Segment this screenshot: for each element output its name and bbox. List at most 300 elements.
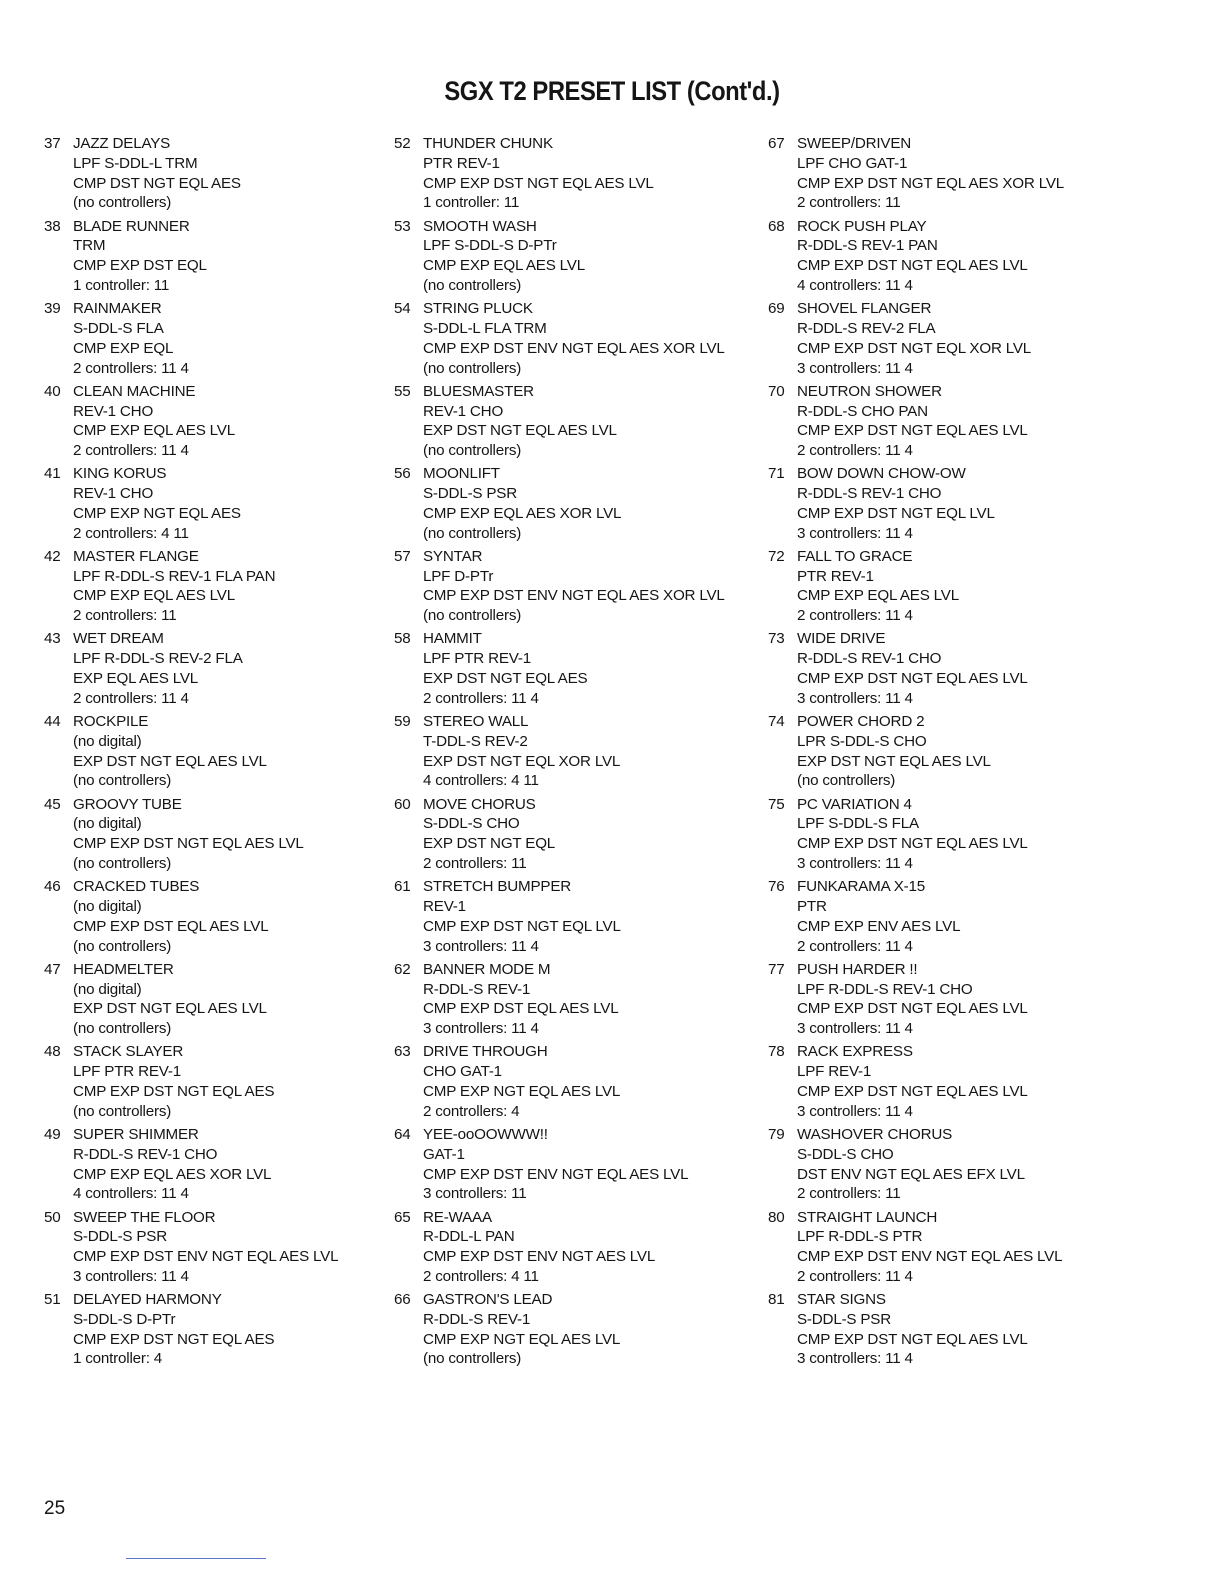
preset-detail-line: CMP EXP DST NGT EQL AES LVL <box>797 1330 1028 1348</box>
preset-detail-line: LPR S-DDL-S CHO <box>797 732 927 750</box>
preset-name: SHOVEL FLANGER <box>797 300 932 318</box>
preset-detail-line: 3 controllers: 11 4 <box>797 1350 913 1368</box>
preset-number: 52 <box>394 135 411 152</box>
preset-number: 71 <box>768 465 785 483</box>
preset-header <box>44 1290 384 1310</box>
preset-column-1 <box>44 134 384 1373</box>
preset-name: THUNDER CHUNK <box>423 135 553 152</box>
preset-detail-line: CMP EXP EQL AES XOR LVL <box>423 504 622 522</box>
preset-detail-line: 2 controllers: 11 4 <box>73 359 189 377</box>
preset-name: SUPER SHIMMER <box>73 1125 199 1143</box>
preset-number: 60 <box>394 795 411 813</box>
preset-detail-line: 2 controllers: 11 4 <box>797 607 913 625</box>
preset-detail-line: PTR REV-1 <box>797 567 874 585</box>
preset-name: GASTRON'S LEAD <box>423 1291 553 1309</box>
preset-entry <box>768 217 1108 296</box>
preset-detail-line: CMP EXP DST NGT EQL AES XOR LVL <box>797 174 1064 192</box>
preset-detail-line: CMP EXP DST ENV NGT AES LVL <box>423 1248 656 1266</box>
preset-detail-line: CMP EXP NGT EQL AES LVL <box>423 1082 621 1100</box>
preset-header <box>768 1042 1108 1062</box>
preset-detail-line: EXP DST NGT EQL AES LVL <box>73 1000 267 1018</box>
preset-detail-line: 2 controllers: 11 <box>423 855 527 873</box>
preset-detail-line: R-DDL-S REV-1 CHO <box>73 1145 218 1163</box>
preset-name: DELAYED HARMONY <box>73 1291 222 1309</box>
preset-detail-line: 2 controllers: 4 <box>423 1102 520 1120</box>
preset-header <box>394 1125 734 1145</box>
preset-number: 61 <box>394 878 411 896</box>
preset-detail-line: 4 controllers: 11 4 <box>797 276 913 294</box>
preset-detail-line: R-DDL-S REV-2 FLA <box>797 319 936 337</box>
preset-header <box>394 134 734 154</box>
preset-name: JAZZ DELAYS <box>73 135 171 152</box>
preset-header <box>394 877 734 897</box>
preset-detail-line: (no controllers) <box>73 1020 172 1038</box>
preset-entry <box>768 1208 1108 1287</box>
preset-entry <box>768 382 1108 461</box>
preset-number: 72 <box>768 547 785 565</box>
preset-detail-line: S-DDL-S CHO <box>423 815 520 833</box>
preset-detail-line: 2 controllers: 11 4 <box>797 442 913 460</box>
preset-name: BLUESMASTER <box>423 382 534 400</box>
preset-entry <box>394 795 734 874</box>
preset-detail-line: (no controllers) <box>423 1350 522 1368</box>
preset-detail-line: LPF S-DDL-L TRM <box>73 154 198 172</box>
preset-header <box>768 1125 1108 1145</box>
preset-detail-line: LPF R-DDL-S REV-1 FLA PAN <box>73 567 276 585</box>
preset-number: 38 <box>44 217 61 235</box>
preset-detail-line: LPF R-DDL-S REV-1 CHO <box>797 980 973 998</box>
preset-detail-line: 3 controllers: 11 4 <box>797 689 913 707</box>
preset-entry <box>768 547 1108 626</box>
preset-header <box>44 1208 384 1228</box>
preset-detail-line: CMP EXP EQL AES LVL <box>73 587 235 605</box>
preset-detail-line: LPF PTR REV-1 <box>73 1063 181 1081</box>
preset-name: MOVE CHORUS <box>423 795 536 813</box>
preset-header <box>768 1290 1108 1310</box>
preset-number: 40 <box>44 382 61 400</box>
preset-name: ROCKPILE <box>73 713 149 731</box>
preset-entry <box>44 1208 384 1287</box>
preset-name: HEADMELTER <box>73 960 174 978</box>
preset-header <box>44 382 384 402</box>
preset-name: SMOOTH WASH <box>423 217 537 235</box>
preset-entry <box>44 217 384 296</box>
preset-detail-line: EXP DST NGT EQL AES LVL <box>797 752 991 770</box>
preset-number: 51 <box>44 1291 61 1309</box>
preset-number: 37 <box>44 135 61 152</box>
preset-name: PUSH HARDER !! <box>797 960 918 978</box>
preset-number: 58 <box>394 630 411 648</box>
preset-detail-line: 1 controller: 4 <box>73 1350 163 1368</box>
preset-detail-line: EXP DST NGT EQL AES <box>423 670 588 688</box>
preset-name: HAMMIT <box>423 630 482 648</box>
preset-name: ROCK PUSH PLAY <box>797 217 927 235</box>
preset-entry <box>44 795 384 874</box>
preset-header <box>44 1125 384 1145</box>
preset-name: WIDE DRIVE <box>797 630 886 648</box>
preset-detail-line: 3 controllers: 11 4 <box>797 524 913 542</box>
preset-detail-line: PTR <box>797 898 827 915</box>
preset-number: 39 <box>44 300 61 318</box>
preset-detail-line: CMP EXP DST NGT EQL AES LVL <box>797 1082 1028 1100</box>
preset-name: POWER CHORD 2 <box>797 713 925 731</box>
preset-detail-line: (no controllers) <box>423 607 522 625</box>
preset-number: 66 <box>394 1291 411 1309</box>
preset-number: 59 <box>394 713 411 731</box>
preset-entry <box>394 1208 734 1287</box>
preset-name: STEREO WALL <box>423 713 529 731</box>
preset-entry <box>44 1125 384 1204</box>
preset-name: GROOVY TUBE <box>73 795 182 813</box>
preset-entry <box>44 134 384 213</box>
preset-entry <box>44 1042 384 1121</box>
preset-detail-line: (no controllers) <box>73 194 172 212</box>
preset-detail-line: R-DDL-S REV-1 <box>423 980 531 998</box>
preset-entry <box>394 464 734 543</box>
preset-number: 69 <box>768 300 785 318</box>
preset-header <box>768 217 1108 237</box>
preset-name: BANNER MODE M <box>423 960 551 978</box>
preset-entry <box>44 712 384 791</box>
preset-number: 65 <box>394 1208 411 1226</box>
preset-header <box>44 299 384 319</box>
preset-name: STACK SLAYER <box>73 1043 184 1061</box>
preset-header <box>44 217 384 237</box>
preset-entry <box>768 464 1108 543</box>
preset-entry <box>768 629 1108 708</box>
preset-detail-line: CMP EXP NGT EQL AES LVL <box>423 1330 621 1348</box>
preset-number: 76 <box>768 878 785 896</box>
preset-name: CLEAN MACHINE <box>73 382 196 400</box>
preset-detail-line: CMP EXP DST ENV NGT EQL AES LVL <box>797 1248 1063 1266</box>
preset-detail-line: 3 controllers: 11 4 <box>797 1102 913 1120</box>
preset-detail-line: EXP DST NGT EQL AES LVL <box>423 422 617 440</box>
preset-name: RACK EXPRESS <box>797 1043 913 1061</box>
preset-number: 56 <box>394 465 411 483</box>
preset-detail-line: 2 controllers: 11 4 <box>423 689 539 707</box>
preset-entry <box>44 299 384 378</box>
preset-header <box>768 795 1108 815</box>
preset-number: 63 <box>394 1043 411 1061</box>
preset-detail-line: R-DDL-S REV-1 <box>423 1310 531 1328</box>
preset-header <box>394 629 734 649</box>
preset-entry <box>394 547 734 626</box>
preset-detail-line: 2 controllers: 11 4 <box>73 442 189 460</box>
preset-detail-line: CMP EXP DST NGT EQL AES <box>73 1082 275 1100</box>
preset-entry <box>394 629 734 708</box>
preset-detail-line: (no digital) <box>73 980 142 998</box>
preset-detail-line: 1 controller: 11 <box>73 276 170 294</box>
preset-header <box>394 547 734 567</box>
preset-name: MOONLIFT <box>423 465 500 483</box>
preset-entry <box>768 1290 1108 1369</box>
preset-detail-line: 2 controllers: 11 <box>797 194 901 212</box>
preset-detail-line: LPF S-DDL-S FLA <box>797 815 919 833</box>
preset-detail-line: EXP DST NGT EQL <box>423 835 556 853</box>
preset-header <box>394 960 734 980</box>
preset-number: 75 <box>768 795 785 813</box>
preset-entry <box>394 217 734 296</box>
preset-name: SWEEP THE FLOOR <box>73 1208 216 1226</box>
preset-name: PC VARIATION 4 <box>797 795 912 813</box>
preset-number: 57 <box>394 547 411 565</box>
preset-detail-line: CMP EXP DST NGT EQL AES LVL <box>797 835 1028 853</box>
preset-detail-line: 1 controller: 11 <box>423 194 520 212</box>
preset-entry <box>44 960 384 1039</box>
preset-name: STRETCH BUMPPER <box>423 878 572 896</box>
preset-header <box>768 382 1108 402</box>
preset-header <box>768 1208 1108 1228</box>
preset-detail-line: CMP EXP DST EQL <box>73 257 207 275</box>
preset-header <box>768 547 1108 567</box>
preset-entry <box>768 960 1108 1039</box>
preset-detail-line: CMP EXP DST ENV NGT EQL AES LVL <box>73 1248 339 1266</box>
preset-detail-line: CMP EXP EQL <box>73 339 174 357</box>
preset-detail-line: CMP EXP NGT EQL AES <box>73 504 241 522</box>
preset-detail-line: 3 controllers: 11 4 <box>423 1020 539 1038</box>
page-title: SGX T2 PRESET LIST (Cont'd.) <box>444 76 780 106</box>
preset-number: 43 <box>44 630 61 648</box>
preset-detail-line: REV-1 CHO <box>423 402 504 420</box>
preset-entry <box>768 712 1108 791</box>
preset-detail-line: CMP EXP DST ENV NGT EQL AES XOR LVL <box>423 587 725 605</box>
preset-detail-line: CMP EXP DST NGT EQL AES LVL <box>423 174 654 192</box>
preset-number: 55 <box>394 382 411 400</box>
preset-detail-line: CMP EXP DST NGT EQL AES LVL <box>73 835 304 853</box>
preset-detail-line: CMP EXP DST NGT EQL AES LVL <box>797 670 1028 688</box>
preset-detail-line: CMP EXP DST NGT EQL AES LVL <box>797 422 1028 440</box>
preset-detail-line: 3 controllers: 11 4 <box>797 1020 913 1038</box>
preset-number: 77 <box>768 960 785 978</box>
preset-name: BLADE RUNNER <box>73 217 190 235</box>
preset-number: 64 <box>394 1125 411 1143</box>
preset-entry <box>394 299 734 378</box>
preset-name: YEE-ooOOWWW!! <box>423 1125 548 1143</box>
preset-detail-line: R-DDL-L PAN <box>423 1228 515 1246</box>
preset-detail-line: S-DDL-S PSR <box>423 485 518 503</box>
preset-number: 44 <box>44 713 61 731</box>
preset-entry <box>394 1042 734 1121</box>
preset-name: STAR SIGNS <box>797 1291 886 1309</box>
preset-detail-line: 3 controllers: 11 4 <box>797 359 913 377</box>
preset-name: STRING PLUCK <box>423 300 533 318</box>
preset-header <box>394 795 734 815</box>
preset-detail-line: LPF PTR REV-1 <box>423 650 531 668</box>
preset-number: 53 <box>394 217 411 235</box>
preset-detail-line: CMP EXP DST ENV NGT EQL AES LVL <box>423 1165 689 1183</box>
preset-number: 67 <box>768 135 785 152</box>
preset-entry <box>394 712 734 791</box>
preset-name: WET DREAM <box>73 630 164 648</box>
preset-detail-line: 4 controllers: 11 4 <box>73 1185 189 1203</box>
preset-name: CRACKED TUBES <box>73 878 200 896</box>
preset-number: 47 <box>44 960 61 978</box>
preset-detail-line: CMP EXP EQL AES LVL <box>797 587 959 605</box>
preset-detail-line: CMP EXP DST EQL AES LVL <box>73 917 269 935</box>
preset-detail-line: CHO GAT-1 <box>423 1063 502 1081</box>
preset-detail-line: DST ENV NGT EQL AES EFX LVL <box>797 1165 1025 1183</box>
preset-name: DRIVE THROUGH <box>423 1043 548 1061</box>
preset-header <box>394 1042 734 1062</box>
preset-detail-line: 2 controllers: 11 <box>797 1185 901 1203</box>
preset-entry <box>394 134 734 213</box>
preset-detail-line: (no digital) <box>73 898 142 915</box>
preset-detail-line: 3 controllers: 11 4 <box>423 937 539 955</box>
preset-detail-line: CMP EXP DST NGT EQL LVL <box>423 917 621 935</box>
preset-header <box>44 795 384 815</box>
preset-entry <box>44 464 384 543</box>
preset-column-3 <box>768 134 1108 1373</box>
preset-name: FUNKARAMA X-15 <box>797 878 926 896</box>
preset-entry <box>44 629 384 708</box>
preset-detail-line: CMP EXP DST EQL AES LVL <box>423 1000 619 1018</box>
preset-detail-line: 2 controllers: 4 11 <box>73 524 189 542</box>
preset-detail-line: 3 controllers: 11 4 <box>73 1267 189 1285</box>
preset-header <box>394 1208 734 1228</box>
preset-entry <box>768 1125 1108 1204</box>
preset-number: 68 <box>768 217 785 235</box>
preset-name: STRAIGHT LAUNCH <box>797 1208 938 1226</box>
preset-number: 79 <box>768 1125 785 1143</box>
preset-detail-line: CMP DST NGT EQL AES <box>73 174 241 192</box>
preset-header <box>44 960 384 980</box>
preset-detail-line: (no controllers) <box>797 772 896 790</box>
preset-detail-line: (no controllers) <box>423 276 522 294</box>
preset-entry <box>394 877 734 956</box>
preset-detail-line: CMP EXP DST NGT EQL AES LVL <box>797 1000 1028 1018</box>
preset-header <box>768 712 1108 732</box>
preset-detail-line: CMP EXP EQL AES LVL <box>423 257 585 275</box>
preset-header <box>394 299 734 319</box>
preset-entry <box>768 795 1108 874</box>
preset-detail-line: CMP EXP DST NGT EQL XOR LVL <box>797 339 1032 357</box>
preset-detail-line: (no controllers) <box>423 359 522 377</box>
preset-detail-line: (no digital) <box>73 732 142 750</box>
preset-header <box>44 1042 384 1062</box>
preset-detail-line: GAT-1 <box>423 1145 465 1163</box>
preset-number: 46 <box>44 878 61 896</box>
preset-header <box>768 299 1108 319</box>
preset-detail-line: 2 controllers: 11 4 <box>797 1267 913 1285</box>
preset-detail-line: S-DDL-S PSR <box>73 1228 168 1246</box>
preset-detail-line: (no controllers) <box>73 1102 172 1120</box>
preset-header <box>394 382 734 402</box>
preset-number: 42 <box>44 547 61 565</box>
preset-name: WASHOVER CHORUS <box>797 1125 953 1143</box>
preset-detail-line: (no digital) <box>73 815 142 833</box>
preset-header <box>768 960 1108 980</box>
preset-name: FALL TO GRACE <box>797 547 913 565</box>
preset-header <box>768 134 1108 154</box>
preset-number: 50 <box>44 1208 61 1226</box>
preset-detail-line: (no controllers) <box>423 524 522 542</box>
preset-entry <box>394 1125 734 1204</box>
preset-header <box>394 1290 734 1310</box>
preset-name: MASTER FLANGE <box>73 547 199 565</box>
preset-name: KING KORUS <box>73 465 167 483</box>
preset-detail-line: CMP EXP ENV AES LVL <box>797 917 961 935</box>
preset-entry <box>768 1042 1108 1121</box>
preset-number: 48 <box>44 1043 61 1061</box>
preset-detail-line: S-DDL-S FLA <box>73 319 164 337</box>
preset-entry <box>44 877 384 956</box>
preset-detail-line: S-DDL-S CHO <box>797 1145 894 1163</box>
preset-entry <box>44 382 384 461</box>
preset-header <box>44 134 384 154</box>
preset-detail-line: LPF CHO GAT-1 <box>797 154 908 172</box>
preset-detail-line: CMP EXP DST ENV NGT EQL AES XOR LVL <box>423 339 725 357</box>
preset-number: 74 <box>768 713 785 731</box>
preset-number: 45 <box>44 795 61 813</box>
preset-detail-line: LPF REV-1 <box>797 1063 872 1081</box>
preset-detail-line: 3 controllers: 11 4 <box>797 855 913 873</box>
preset-header <box>394 464 734 484</box>
preset-number: 81 <box>768 1291 785 1309</box>
preset-detail-line: 3 controllers: 11 <box>423 1185 527 1203</box>
preset-detail-line: R-DDL-S REV-1 CHO <box>797 650 942 668</box>
preset-header <box>44 712 384 732</box>
preset-detail-line: 2 controllers: 11 4 <box>73 689 189 707</box>
preset-detail-line: 2 controllers: 11 4 <box>797 937 913 955</box>
preset-number: 49 <box>44 1125 61 1143</box>
preset-name: RE-WAAA <box>423 1208 492 1226</box>
preset-name: NEUTRON SHOWER <box>797 382 942 400</box>
preset-detail-line: REV-1 CHO <box>73 485 154 503</box>
footer-rule <box>126 1558 266 1559</box>
preset-detail-line: 4 controllers: 4 11 <box>423 772 539 790</box>
preset-name: BOW DOWN CHOW-OW <box>797 465 966 483</box>
preset-entry <box>44 1290 384 1369</box>
preset-header <box>44 547 384 567</box>
preset-number: 73 <box>768 630 785 648</box>
preset-entry <box>768 134 1108 213</box>
preset-detail-line: REV-1 <box>423 898 466 915</box>
preset-header <box>44 877 384 897</box>
preset-detail-line: R-DDL-S REV-1 CHO <box>797 485 942 503</box>
preset-detail-line: S-DDL-L FLA TRM <box>423 319 547 337</box>
preset-detail-line: S-DDL-S D-PTr <box>73 1310 176 1328</box>
preset-number: 80 <box>768 1208 785 1226</box>
preset-header <box>768 877 1108 897</box>
preset-detail-line: EXP DST NGT EQL XOR LVL <box>423 752 621 770</box>
preset-number: 54 <box>394 300 411 318</box>
preset-detail-line: CMP EXP DST NGT EQL AES <box>73 1330 275 1348</box>
preset-name: SWEEP/DRIVEN <box>797 135 912 152</box>
preset-header <box>394 712 734 732</box>
preset-header <box>768 629 1108 649</box>
preset-header <box>394 217 734 237</box>
preset-detail-line: 2 controllers: 4 11 <box>423 1267 539 1285</box>
preset-detail-line: PTR REV-1 <box>423 154 500 172</box>
preset-entry <box>394 960 734 1039</box>
preset-number: 78 <box>768 1043 785 1061</box>
preset-entry <box>394 1290 734 1369</box>
preset-detail-line: CMP EXP EQL AES LVL <box>73 422 235 440</box>
preset-detail-line: CMP EXP EQL AES XOR LVL <box>73 1165 272 1183</box>
preset-detail-line: (no controllers) <box>73 772 172 790</box>
preset-entry <box>768 877 1108 956</box>
preset-column-2 <box>394 134 734 1373</box>
preset-detail-line: R-DDL-S REV-1 PAN <box>797 237 938 255</box>
preset-detail-line: LPF R-DDL-S PTR <box>797 1228 923 1246</box>
preset-detail-line: TRM <box>73 237 106 255</box>
preset-detail-line: (no controllers) <box>73 855 172 873</box>
preset-detail-line: EXP DST NGT EQL AES LVL <box>73 752 267 770</box>
preset-number: 62 <box>394 960 411 978</box>
preset-detail-line: T-DDL-S REV-2 <box>423 732 528 750</box>
preset-detail-line: R-DDL-S CHO PAN <box>797 402 928 420</box>
page-number: 25 <box>44 1498 66 1519</box>
